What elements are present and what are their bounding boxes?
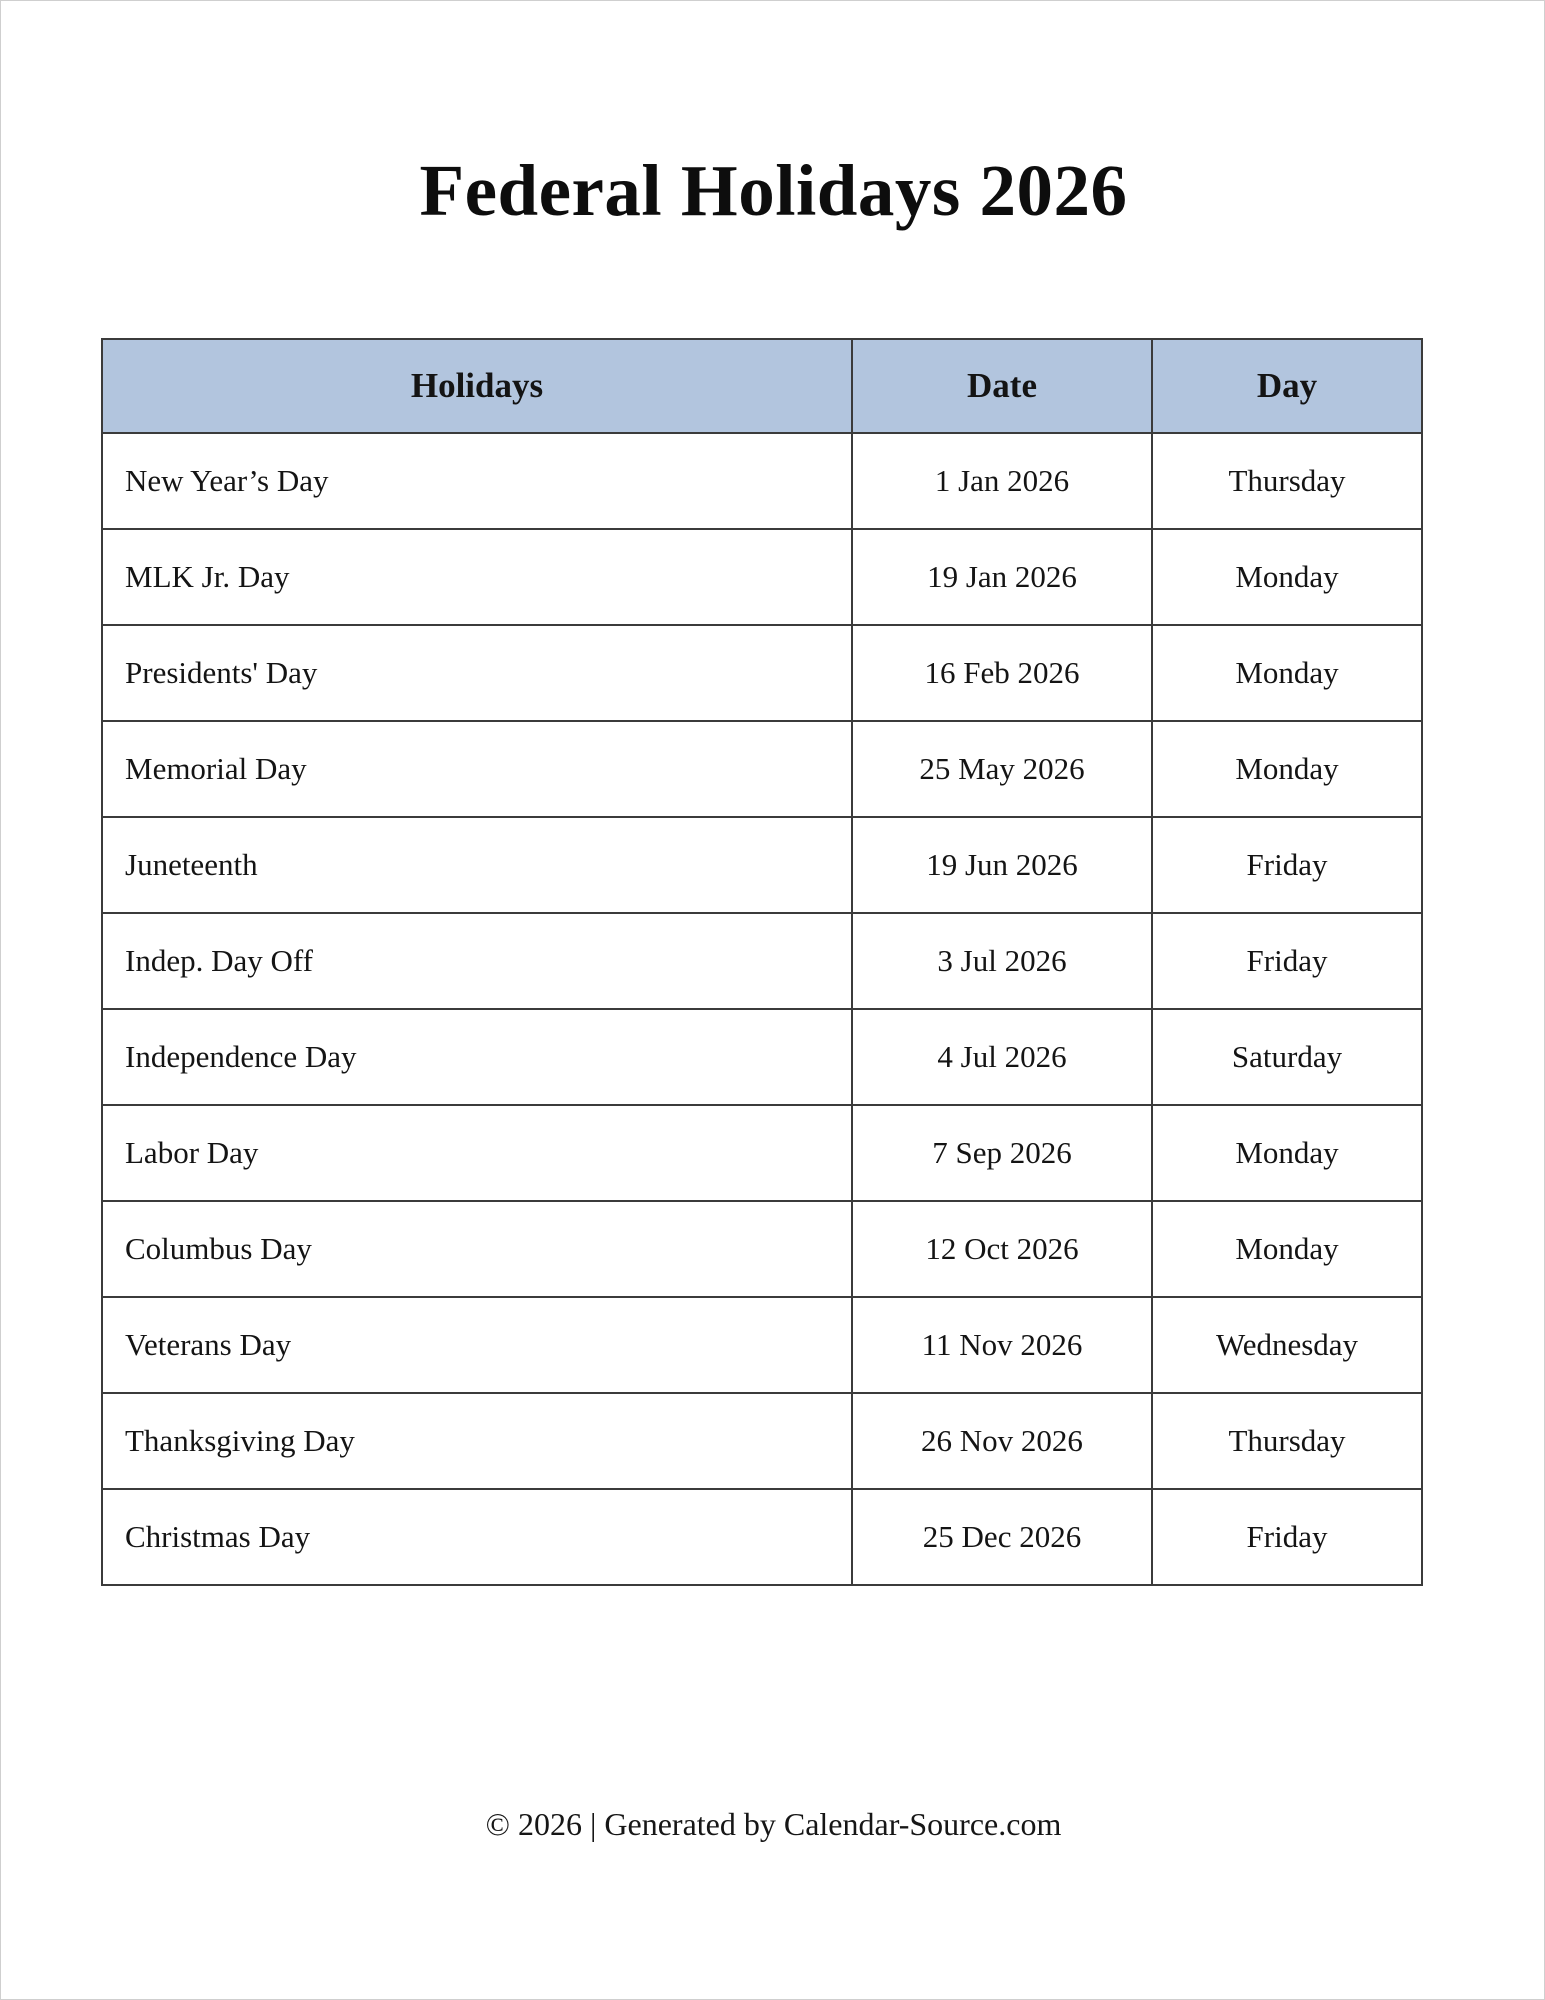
federal-holidays-table xyxy=(101,338,1423,1586)
cell-holiday-date: 4 Jul 2026 xyxy=(852,1009,1152,1105)
table-header-row xyxy=(102,339,1422,433)
table-row xyxy=(102,1489,1422,1585)
cell-holiday-weekday: Thursday xyxy=(1152,1393,1422,1489)
cell-holiday-name: Veterans Day xyxy=(102,1297,852,1393)
column-header-holidays: Holidays xyxy=(102,339,852,433)
cell-holiday-weekday: Monday xyxy=(1152,625,1422,721)
table-row xyxy=(102,1105,1422,1201)
cell-holiday-weekday: Friday xyxy=(1152,1489,1422,1585)
cell-holiday-name: Labor Day xyxy=(102,1105,852,1201)
cell-holiday-weekday: Monday xyxy=(1152,721,1422,817)
page-footer: © 2026 | Generated by Calendar-Source.com xyxy=(485,1806,1062,1842)
cell-holiday-name: Thanksgiving Day xyxy=(102,1393,852,1489)
page-title: Federal Holidays 2026 xyxy=(419,149,1128,231)
table-row xyxy=(102,1297,1422,1393)
table-row xyxy=(102,913,1422,1009)
cell-holiday-date: 19 Jun 2026 xyxy=(852,817,1152,913)
cell-holiday-weekday: Friday xyxy=(1152,913,1422,1009)
cell-holiday-weekday: Wednesday xyxy=(1152,1297,1422,1393)
cell-holiday-name: MLK Jr. Day xyxy=(102,529,852,625)
table-row xyxy=(102,1201,1422,1297)
cell-holiday-name: Christmas Day xyxy=(102,1489,852,1585)
cell-holiday-weekday: Monday xyxy=(1152,1105,1422,1201)
cell-holiday-date: 25 May 2026 xyxy=(852,721,1152,817)
cell-holiday-name: New Year’s Day xyxy=(102,433,852,529)
table-row xyxy=(102,1393,1422,1489)
cell-holiday-date: 12 Oct 2026 xyxy=(852,1201,1152,1297)
cell-holiday-name: Memorial Day xyxy=(102,721,852,817)
cell-holiday-date: 19 Jan 2026 xyxy=(852,529,1152,625)
table-row xyxy=(102,625,1422,721)
cell-holiday-name: Presidents' Day xyxy=(102,625,852,721)
cell-holiday-name: Independence Day xyxy=(102,1009,852,1105)
cell-holiday-date: 1 Jan 2026 xyxy=(852,433,1152,529)
cell-holiday-date: 11 Nov 2026 xyxy=(852,1297,1152,1393)
cell-holiday-date: 7 Sep 2026 xyxy=(852,1105,1152,1201)
cell-holiday-name: Columbus Day xyxy=(102,1201,852,1297)
table-header xyxy=(102,339,1422,433)
table-row xyxy=(102,529,1422,625)
cell-holiday-name: Indep. Day Off xyxy=(102,913,852,1009)
column-header-day: Day xyxy=(1152,339,1422,433)
table-row xyxy=(102,817,1422,913)
cell-holiday-weekday: Monday xyxy=(1152,529,1422,625)
cell-holiday-date: 16 Feb 2026 xyxy=(852,625,1152,721)
cell-holiday-date: 26 Nov 2026 xyxy=(852,1393,1152,1489)
table-body xyxy=(102,433,1422,1585)
column-header-date: Date xyxy=(852,339,1152,433)
cell-holiday-date: 3 Jul 2026 xyxy=(852,913,1152,1009)
table-row xyxy=(102,433,1422,529)
cell-holiday-name: Juneteenth xyxy=(102,817,852,913)
cell-holiday-date: 25 Dec 2026 xyxy=(852,1489,1152,1585)
cell-holiday-weekday: Friday xyxy=(1152,817,1422,913)
table-row xyxy=(102,1009,1422,1105)
holiday-table-container xyxy=(101,338,1421,1586)
cell-holiday-weekday: Saturday xyxy=(1152,1009,1422,1105)
cell-holiday-weekday: Thursday xyxy=(1152,433,1422,529)
cell-holiday-weekday: Monday xyxy=(1152,1201,1422,1297)
table-row xyxy=(102,721,1422,817)
